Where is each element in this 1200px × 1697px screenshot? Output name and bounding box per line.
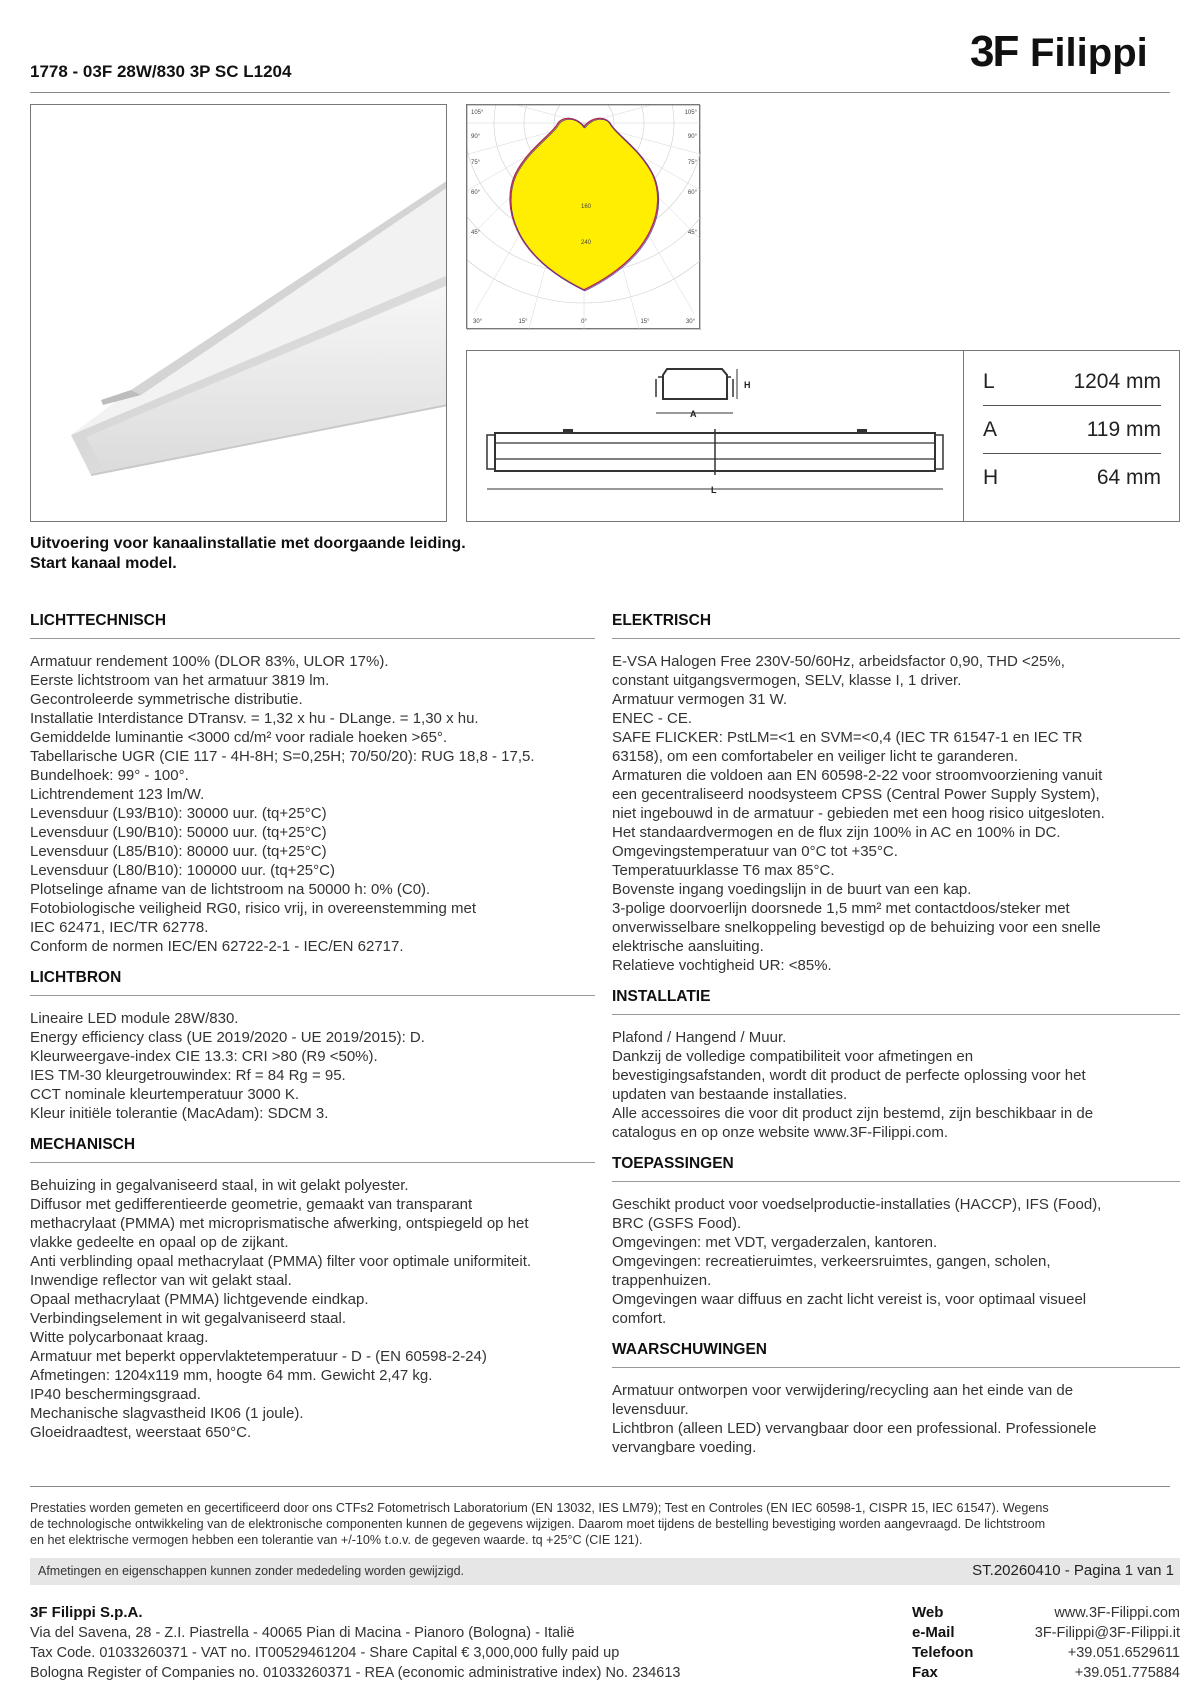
footer-rule — [30, 1486, 1170, 1487]
spec-line: Alle accessoires die voor dit product zijn bestemd, zijn beschikbaar in de — [612, 1105, 1094, 1122]
dimension-value: 64 mm — [1096, 466, 1161, 489]
spec-line: Levensduur (L85/B10): 80000 uur. (tq+25°C) — [30, 843, 327, 860]
section-lichtbron — [30, 969, 595, 1123]
spec-line: E-VSA Halogen Free 230V-50/60Hz, arbeidsfactor 0,90, THD <25%, — [612, 653, 1065, 670]
spec-line: Omgevingstemperatuur van 0°C tot +35°C. — [612, 843, 898, 860]
dimension-label: L — [983, 370, 995, 393]
spec-line: Lineaire LED module 28W/830. — [30, 1010, 239, 1027]
contact-info — [912, 1603, 1180, 1683]
polar-tick-label: 160 — [580, 204, 592, 210]
spec-line: updaten van bestaande installaties. — [612, 1086, 848, 1103]
product-title: 1778 - 03F 28W/830 3P SC L1204 — [30, 62, 292, 81]
polar-tick-label: 105° — [471, 110, 484, 116]
dimension-row-l — [983, 358, 1161, 406]
polar-tick-label: 30° — [685, 319, 695, 325]
spec-line: IES TM-30 kleurgetrouwindex: Rf = 84 Rg = 95. — [30, 1067, 346, 1084]
polar-tick-label: 15° — [518, 319, 528, 325]
polar-tick-label: 90° — [471, 134, 481, 140]
spec-line: bevestigingsafstanden, wordt dit product de perfecte oplossing voor het — [612, 1067, 1086, 1084]
spec-line: SAFE FLICKER: PstLM=<1 en SVM=<0,4 (IEC TR 61547-1 en IEC TR — [612, 729, 1083, 746]
phone-value: +39.051.6529611 — [1067, 1645, 1180, 1661]
dimension-row-a — [983, 406, 1161, 454]
polar-tick-label: 240 — [580, 240, 592, 246]
page-number: ST.20260410 - Pagina 1 van 1 — [972, 1562, 1174, 1579]
spec-line: comfort. — [612, 1310, 667, 1327]
spec-line: ENEC - CE. — [612, 710, 693, 727]
spec-line: Gemiddelde luminantie <3000 cd/m² voor radiale hoeken >65°. — [30, 729, 448, 746]
spec-line: Installatie Interdistance DTransv. = 1,32 x hu - DLange. = 1,30 x hu. — [30, 710, 479, 727]
label-l: L — [711, 485, 717, 495]
section-heading: INSTALLATIE — [612, 988, 1180, 1015]
spec-line: Plafond / Hangend / Muur. — [612, 1029, 787, 1046]
spec-line: Armatuur vermogen 31 W. — [612, 691, 788, 708]
section-mechanisch — [30, 1136, 595, 1442]
spec-line: levensduur. — [612, 1401, 689, 1418]
dimension-value: 119 mm — [1086, 418, 1161, 441]
spec-line: 3-polige doorvoerlijn doorsnede 1,5 mm² met contactdoos/steker met — [612, 900, 1070, 917]
dimension-label: H — [983, 466, 999, 489]
spec-line: Omgevingen: recreatieruimtes, verkeersruimtes, gangen, scholen, — [612, 1253, 1051, 1270]
spec-line: Witte polycarbonaat kraag. — [30, 1329, 209, 1346]
polar-tick-label: 75° — [687, 160, 697, 166]
svg-text:Filippi: Filippi — [1030, 31, 1148, 74]
spec-line: Tabellarische UGR (CIE 117 - 4H-8H; S=0,25H; 70/50/20): RUG 18,8 - 17,5. — [30, 748, 535, 765]
spec-line: Levensduur (L90/B10): 50000 uur. (tq+25°C) — [30, 824, 327, 841]
header-rule — [30, 92, 1170, 93]
spec-line: een gecentraliseerd noodsysteem CPSS (Central Power Supply System), — [612, 786, 1100, 803]
spec-line: Levensduur (L93/B10): 30000 uur. (tq+25°C) — [30, 805, 327, 822]
contact-label: Telefoon — [912, 1644, 974, 1661]
polar-tick-label: 90° — [687, 134, 697, 140]
polar-tick-label: 15° — [640, 319, 650, 325]
spec-line: catalogus en op onze website www.3F-Filippi.com. — [612, 1124, 948, 1141]
spec-line: Levensduur (L80/B10): 100000 uur. (tq+25°C) — [30, 862, 335, 879]
company-info — [30, 1603, 880, 1683]
spec-line: Fotobiologische veiligheid RG0, risico vrij, in overeenstemming met — [30, 900, 477, 917]
svg-text:3F: 3F — [970, 27, 1018, 74]
spec-line: Omgevingen waar diffuus en zacht licht vereist is, voor optimaal visueel — [612, 1291, 1087, 1308]
contact-fax — [912, 1663, 1180, 1683]
subtitle-line: Start kanaal model. — [30, 555, 177, 572]
spec-line: IEC 62471, IEC/TR 62778. — [30, 919, 209, 936]
technical-drawing — [467, 351, 964, 521]
disclaimer — [30, 1500, 1180, 1548]
spec-line: niet ingebouwd in de armatuur - gebieden met een hoog risico uitgesloten. — [612, 805, 1105, 822]
dimensions-box — [466, 350, 1180, 522]
dimension-row-h — [983, 454, 1161, 502]
section-waarschuwingen — [612, 1341, 1180, 1457]
contact-label: Fax — [912, 1664, 938, 1681]
notice-text: Afmetingen en eigenschappen kunnen zonder mededeling worden gewijzigd. — [38, 1564, 464, 1578]
contact-web — [912, 1603, 1180, 1623]
spec-line: onverwisselbare snelkoppeling bevestigd op de behuizing voor een snelle — [612, 919, 1101, 936]
spec-line: vlakke gedeelte en opaal op de zijkant. — [30, 1234, 289, 1251]
spec-line: Relatieve vochtigheid UR: <85%. — [612, 957, 832, 974]
email-link[interactable]: 3F-Filippi@3F-Filippi.it — [1034, 1625, 1180, 1641]
spec-line: Inwendige reflector van wit gelakt staal. — [30, 1272, 292, 1289]
section-lichttechnisch — [30, 612, 595, 956]
spec-line: Behuizing in gegalvaniseerd staal, in wit gelakt polyester. — [30, 1177, 409, 1194]
right-column — [612, 612, 1180, 1470]
spec-line: elektrische aansluiting. — [612, 938, 764, 955]
polar-tick-label: 45° — [471, 230, 481, 236]
notice-bar — [30, 1558, 1180, 1585]
contact-email — [912, 1623, 1180, 1643]
subtitle-line: Uitvoering voor kanaalinstallatie met doorgaande leiding. — [30, 535, 466, 552]
spec-line: Anti verblinding opaal methacrylaat (PMMA) filter voor optimale uniformiteit. — [30, 1253, 532, 1270]
polar-tick-label: 30° — [473, 319, 483, 325]
spec-line: vervangbare voeding. — [612, 1439, 757, 1456]
section-heading: ELEKTRISCH — [612, 612, 1180, 639]
spec-line: Verbindingselement in wit gegalvaniseerd staal. — [30, 1310, 347, 1327]
spec-line: Afmetingen: 1204x119 mm, hoogte 64 mm. Gewicht 2,47 kg. — [30, 1367, 433, 1384]
dimension-label: A — [983, 418, 998, 441]
spec-line: CCT nominale kleurtemperatuur 3000 K. — [30, 1086, 300, 1103]
spec-line: Lichtbron (alleen LED) vervangbaar door een professional. Professionele — [612, 1420, 1097, 1437]
spec-line: Conform de normen IEC/EN 62722-2-1 - IEC/EN 62717. — [30, 938, 404, 955]
disclaimer-line: Prestaties worden gemeten en gecertificeerd door ons CTFs2 Fotometrisch Laboratorium (EN 13032, IES LM79); Test en Controles (EN IEC 60598-1, CISPR 15, IEC 61547). Wegens — [30, 1501, 1049, 1515]
spec-line: Het standaardvermogen en de flux zijn 100% in AC en 100% in DC. — [612, 824, 1061, 841]
contact-label: Web — [912, 1604, 944, 1621]
luminaire-image-icon — [31, 105, 447, 522]
disclaimer-line: en het elektrische vermogen hebben een tolerantie van +/-10% t.o.v. de gegeven waarde. tq +25°C (CIE 121). — [30, 1533, 643, 1547]
polar-tick-label: 45° — [687, 230, 697, 236]
spec-line: Kleur initiële tolerantie (MacAdam): SDCM 3. — [30, 1105, 329, 1122]
spec-line: Lichtrendement 123 lm/W. — [30, 786, 205, 803]
spec-line: 63158), om een comfortabeler en veiliger licht te garanderen. — [612, 748, 1019, 765]
spec-line: Omgevingen: met VDT, vergaderzalen, kantoren. — [612, 1234, 938, 1251]
label-a: A — [690, 409, 697, 419]
section-heading: LICHTBRON — [30, 969, 595, 996]
spec-line: Armatuur rendement 100% (DLOR 83%, ULOR 17%). — [30, 653, 389, 670]
section-heading: MECHANISCH — [30, 1136, 595, 1163]
spec-line: IP40 beschermingsgraad. — [30, 1386, 201, 1403]
company-register: Bologna Register of Companies no. 01033260371 - REA (economic administrative index) No. 234613 — [30, 1665, 681, 1681]
spec-line: Gecontroleerde symmetrische distributie. — [30, 691, 303, 708]
polar-tick-label: 0° — [581, 319, 587, 325]
polar-tick-label: 75° — [471, 160, 481, 166]
contact-label: e-Mail — [912, 1624, 955, 1641]
polar-tick-label: 105° — [684, 110, 697, 116]
spec-line: Eerste lichtstroom van het armatuur 3819 lm. — [30, 672, 330, 689]
spec-line: Armatuur ontworpen voor verwijdering/recycling aan het einde van de — [612, 1382, 1074, 1399]
polar-tick-label: 60° — [471, 190, 481, 196]
section-toepassingen — [612, 1155, 1180, 1328]
spec-line: constant uitgangsvermogen, SELV, klasse I, 1 driver. — [612, 672, 962, 689]
contact-phone — [912, 1643, 1180, 1663]
spec-line: Diffusor met gedifferentieerde geometrie, gemaakt van transparant — [30, 1196, 473, 1213]
spec-line: Plotselinge afname van de lichtstroom na 50000 h: 0% (C0). — [30, 881, 431, 898]
dimensions-table — [965, 351, 1179, 521]
spec-line: Bundelhoek: 99° - 100°. — [30, 767, 189, 784]
polar-diagram — [466, 104, 700, 329]
technical-drawing-icon — [467, 351, 964, 521]
section-heading: WAARSCHUWINGEN — [612, 1341, 1180, 1368]
disclaimer-line: de technologische ontwikkeling van de elektronische componenten kunnen de gegevens wijzigen. Daarom moet tijdens de bestelling bevestiging worden aangevraagd. De lichtstroom — [30, 1517, 1046, 1531]
fax-value: +39.051.775884 — [1074, 1665, 1180, 1681]
section-installatie — [612, 988, 1180, 1142]
spec-line: Bovenste ingang voedingslijn in de buurt van een kap. — [612, 881, 972, 898]
polar-chart — [467, 105, 701, 330]
polar-tick-label: 60° — [687, 190, 697, 196]
spec-line: Kleurweergave-index CIE 13.3: CRI >80 (R9 <50%). — [30, 1048, 378, 1065]
spec-line: methacrylaat (PMMA) met microprismatische afwerking, ontspiegeld op het — [30, 1215, 529, 1232]
brand-logo — [970, 26, 1170, 74]
website-link[interactable]: www.3F-Filippi.com — [1054, 1605, 1180, 1621]
spec-line: Armaturen die voldoen aan EN 60598-2-22 voor stroomvoorziening vanuit — [612, 767, 1103, 784]
section-elektrisch — [612, 612, 1180, 975]
left-column — [30, 612, 595, 1455]
spec-line: Geschikt product voor voedselproductie-installaties (HACCP), IFS (Food), — [612, 1196, 1102, 1213]
company-name: 3F Filippi S.p.A. — [30, 1604, 143, 1621]
spec-line: Energy efficiency class (UE 2019/2020 - UE 2019/2015): D. — [30, 1029, 425, 1046]
spec-line: BRC (GSFS Food). — [612, 1215, 742, 1232]
label-h: H — [744, 380, 751, 390]
dimension-value: 1204 mm — [1073, 370, 1161, 393]
section-heading: LICHTTECHNISCH — [30, 612, 595, 639]
section-heading: TOEPASSINGEN — [612, 1155, 1180, 1182]
spec-line: Opaal methacrylaat (PMMA) lichtgevende eindkap. — [30, 1291, 369, 1308]
product-subtitle — [30, 534, 466, 574]
filippi-logo-icon — [970, 26, 1170, 74]
spec-line: Gloeidraadtest, weerstaat 650°C. — [30, 1424, 252, 1441]
spec-line: Mechanische slagvastheid IK06 (1 joule). — [30, 1405, 304, 1422]
spec-line: Dankzij de volledige compatibiliteit voor afmetingen en — [612, 1048, 974, 1065]
company-address: Via del Savena, 28 - Z.I. Piastrella - 40065 Pian di Macina - Pianoro (Bologna) - Italië — [30, 1625, 575, 1641]
spec-line: Armatuur met beperkt oppervlaktetemperatuur - D - (EN 60598-2-24) — [30, 1348, 487, 1365]
spec-line: trappenhuizen. — [612, 1272, 712, 1289]
product-photo — [30, 104, 447, 522]
spec-line: Temperatuurklasse T6 max 85°C. — [612, 862, 835, 879]
company-tax: Tax Code. 01033260371 - VAT no. IT00529461204 - Share Capital € 3,000,000 fully paid up — [30, 1645, 620, 1661]
